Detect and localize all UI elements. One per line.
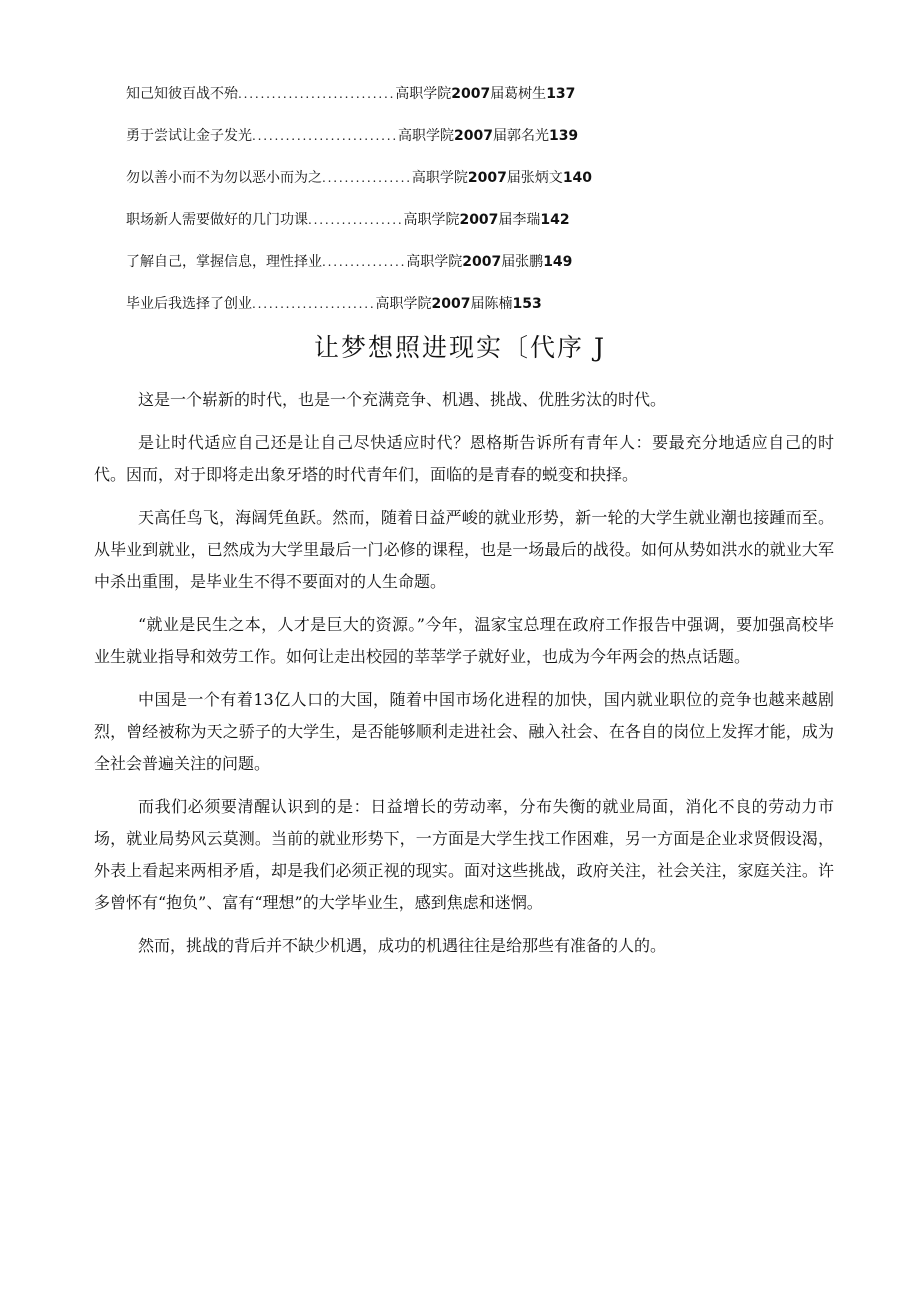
toc-entry[interactable] [126,208,826,250]
toc-entry-author: 届陈楠 [470,296,513,312]
preface-body [94,384,834,973]
paragraph: 然而，挑战的背后并不缺少机遇，成功的机遇往往是给那些有准备的人的。 [138,936,667,955]
toc-entry-page: 153 [512,296,542,312]
toc-entry-page: 140 [562,170,593,186]
toc-entry-year: 2007 [431,296,471,312]
toc-entry-page: 149 [543,254,573,270]
toc-entry-leader: ............................ [238,87,396,101]
table-of-contents [126,82,826,334]
toc-entry[interactable] [126,250,826,292]
toc-entry-year: 2007 [459,212,499,228]
toc-entry-page: 137 [546,86,576,102]
toc-entry-year: 2007 [462,254,502,270]
toc-entry-page: 139 [548,128,579,144]
toc-entry-author: 届郭名光 [492,128,549,144]
toc-entry-author-prefix: 高职学院 [411,170,468,186]
toc-entry-year: 2007 [451,86,491,102]
preface-title: 让梦想照进现实〔代序 J [314,333,606,362]
paragraph: “就业是民生之本，人才是巨大的资源。”今年，温家宝总理在政府工作报告中强调，要加强高校毕业生就业指导和效劳工作。如何让走出校园的莘莘学子就好业，也成为今年两会的热点话题。 [94,615,834,666]
toc-entry-author-prefix: 高职学院 [397,128,454,144]
toc-entry-title: 毕业后我选择了创业 [126,296,252,312]
toc-entry-leader: ................. [308,213,404,227]
toc-entry-leader: ...................... [252,297,376,311]
toc-entry-year: 2007 [467,170,507,186]
toc-entry-page: 142 [540,212,570,228]
toc-entry-author-prefix: 高职学院 [375,296,432,312]
toc-entry[interactable] [126,124,826,166]
toc-entry-author: 届李瑞 [498,212,541,228]
toc-entry-author-prefix: 高职学院 [395,86,452,102]
paragraph: 天高任鸟飞，海阔凭鱼跃。然而，随着日益严峻的就业形势，新一轮的大学生就业潮也接踵而至。从毕业到就业，已然成为大学里最后一门必修的课程，也是一场最后的战役。如何从势如洪水的就业大军中杀出重围，是毕业生不得不要面对的人生命题。 [94,508,834,591]
paragraph: 而我们必须要清醒认识到的是：日益增长的劳动率，分布失衡的就业局面，消化不良的劳动力市场，就业局势风云莫测。当前的就业形势下，一方面是大学生找工作困难，另一方面是企业求贤假设渴，外表上看起来两相矛盾，却是我们必须正视的现实。面对这些挑战，政府关注，社会关注，家庭关注。许多曾怀有“抱负”、富有“理想”的大学毕业生，感到焦虑和迷惘。 [94,797,834,912]
toc-entry-leader: ............... [322,255,407,269]
paragraph: 是让时代适应自己还是让自己尽快适应时代？恩格斯告诉所有青年人：要最充分地适应自己的时代。因而，对于即将走出象牙塔的时代青年们，面临的是青春的蜕变和抉择。 [94,433,834,484]
toc-entry-author-prefix: 高职学院 [403,212,460,228]
toc-entry[interactable] [126,82,826,124]
toc-entry-title: 知己知彼百战不殆 [126,86,238,102]
toc-entry-leader: ................ [322,171,412,185]
toc-entry-title: 勇于尝试让金子发光 [126,128,252,144]
toc-entry-title: 了解自己，掌握信息，理性择业 [126,254,322,270]
toc-entry-author: 届葛树生 [490,86,547,102]
toc-entry[interactable] [126,166,826,208]
toc-entry-author: 届张炳文 [506,170,563,186]
toc-entry-author: 届张鹏 [501,254,544,270]
toc-entry-title: 职场新人需要做好的几门功课 [126,212,308,228]
toc-entry-year: 2007 [453,128,493,144]
toc-entry-title: 勿以善小而不为勿以恶小而为之 [126,170,322,186]
paragraph: 中国是一个有着13亿人口的大国，随着中国市场化进程的加快，国内就业职位的竞争也越来越剧烈，曾经被称为天之骄子的大学生，是否能够顺利走进社会、融入社会、在各自的岗位上发挥才能，成为全社会普遍关注的问题。 [94,690,834,773]
toc-entry-leader: .......................... [252,129,398,143]
toc-entry-author-prefix: 高职学院 [406,254,463,270]
paragraph: 这是一个崭新的时代，也是一个充满竞争、机遇、挑战、优胜劣汰的时代。 [138,390,667,409]
